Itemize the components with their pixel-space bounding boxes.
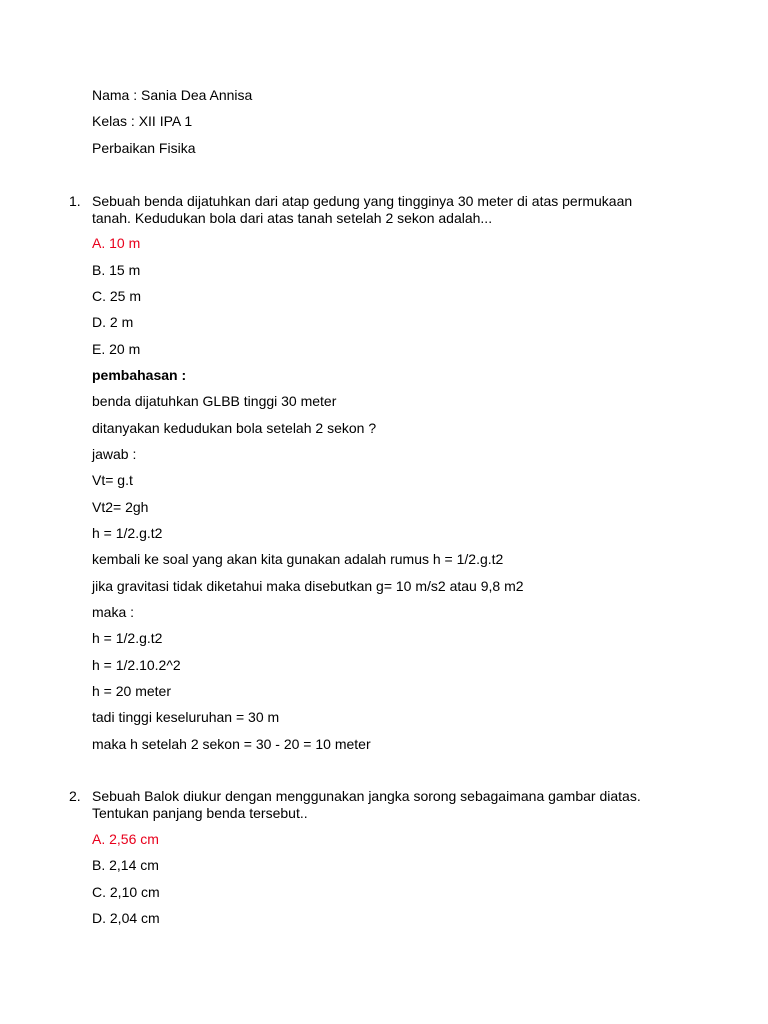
answer-option: C. 2,10 cm <box>92 884 160 900</box>
explanation-line: jawab : <box>92 446 137 462</box>
answer-option-correct: A. 2,56 cm <box>92 831 159 847</box>
answer-option: C. 25 m <box>92 288 142 304</box>
explanation-line: h = 1/2.g.t2 <box>92 630 163 646</box>
explanation-line: h = 1/2.g.t2 <box>92 525 163 541</box>
answer-option: D. 2 m <box>92 314 134 330</box>
answer-option: D. 2,04 cm <box>92 910 160 926</box>
answer-option-correct: A. 10 m <box>92 235 141 251</box>
explanation-line: maka h setelah 2 sekon = 30 - 20 = 10 meter <box>92 736 371 752</box>
explanation-line: ditanyakan kedudukan bola setelah 2 sekon ? <box>92 420 377 436</box>
answer-option: B. 15 m <box>92 262 141 278</box>
explanation-line: h = 20 meter <box>92 683 171 699</box>
explanation-line: jika gravitasi tidak diketahui maka disebutkan g= 10 m/s2 atau 9,8 m2 <box>92 578 524 594</box>
student-name: Nama : Sania Dea Annisa <box>92 87 253 103</box>
explanation-line: maka : <box>92 604 135 620</box>
question-number: 2. <box>69 788 81 804</box>
answer-option: B. 2,14 cm <box>92 857 159 873</box>
explanation-line: kembali ke soal yang akan kita gunakan adalah rumus h = 1/2.g.t2 <box>92 551 504 567</box>
answer-option: E. 20 m <box>92 341 141 357</box>
question-text-line: Sebuah benda dijatuhkan dari atap gedung yang tingginya 30 meter di atas permukaan <box>92 193 633 209</box>
explanation-line: Vt= g.t <box>92 472 133 488</box>
explanation-title: pembahasan : <box>92 367 187 383</box>
explanation-line: Vt2= 2gh <box>92 499 149 515</box>
explanation-line: h = 1/2.10.2^2 <box>92 657 181 673</box>
document-subject: Perbaikan Fisika <box>92 140 196 156</box>
question-number: 1. <box>69 193 81 209</box>
question-text-line: Tentukan panjang benda tersebut.. <box>92 805 308 821</box>
explanation-line: benda dijatuhkan GLBB tinggi 30 meter <box>92 393 337 409</box>
question-text-line: Sebuah Balok diukur dengan menggunakan jangka sorong sebagaimana gambar diatas. <box>92 788 641 804</box>
question-text-line: tanah. Kedudukan bola dari atas tanah setelah 2 sekon adalah... <box>92 210 493 226</box>
explanation-line: tadi tinggi keseluruhan = 30 m <box>92 709 280 725</box>
student-class: Kelas : XII IPA 1 <box>92 113 193 129</box>
